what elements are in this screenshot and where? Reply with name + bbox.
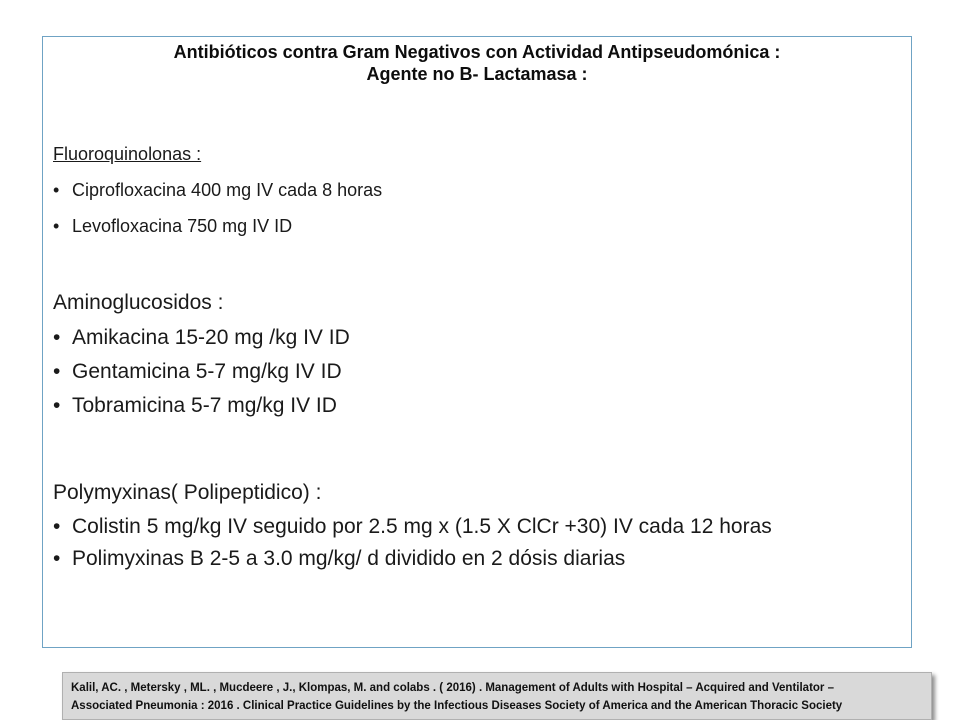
item-text: Tobramicina 5-7 mg/kg IV ID xyxy=(72,394,337,417)
list-item xyxy=(53,393,903,419)
item-text: Polimyxinas B 2-5 a 3.0 mg/kg/ d dividido en 2 dósis diarias xyxy=(72,547,626,570)
reference-citation xyxy=(71,679,921,715)
bullet-icon: • xyxy=(53,180,60,200)
bullet-icon: • xyxy=(53,547,61,570)
fluoroquinolonas-heading: Fluoroquinolonas : xyxy=(53,144,202,164)
item-text: Levofloxacina 750 mg IV ID xyxy=(72,216,293,236)
polymyxinas-heading: Polymyxinas( Polipeptidico) : xyxy=(53,481,322,504)
fluoroquinolonas-section xyxy=(53,142,893,238)
title-line-2: Agente no B- Lactamasa : xyxy=(366,64,588,84)
polymyxinas-section xyxy=(53,479,903,571)
slide-title xyxy=(43,41,911,85)
list-item xyxy=(53,547,903,571)
list-item xyxy=(53,214,893,238)
bullet-icon: • xyxy=(53,394,61,417)
list-item xyxy=(53,515,903,539)
aminoglucosidos-heading: Aminoglucosidos : xyxy=(53,291,224,314)
item-text: Amikacina 15-20 mg /kg IV ID xyxy=(72,326,350,349)
aminoglucosidos-section xyxy=(53,289,903,419)
bullet-icon: • xyxy=(53,515,61,538)
reference-line-1: Kalil, AC. , Metersky , ML. , Mucdeere , J., Klompas, M. and colabs . ( 2016) . Management of Adults with Hospital – Acquired and Ventilator – xyxy=(71,682,834,694)
list-item xyxy=(53,325,903,351)
list-item xyxy=(53,359,903,385)
reference-line-2: Associated Pneumonia : 2016 . Clinical Practice Guidelines by the Infectious Diseases Society of America and the American Thoracic Society xyxy=(71,700,843,712)
item-text: Ciprofloxacina 400 mg IV cada 8 horas xyxy=(72,180,383,200)
list-item xyxy=(53,178,893,202)
item-text: Gentamicina 5-7 mg/kg IV ID xyxy=(72,360,342,383)
bullet-icon: • xyxy=(53,360,61,383)
slide-content-box xyxy=(42,36,912,648)
reference-box xyxy=(62,672,932,720)
bullet-icon: • xyxy=(53,326,61,349)
title-line-1: Antibióticos contra Gram Negativos con Actividad Antipseudomónica : xyxy=(173,42,781,62)
item-text: Colistin 5 mg/kg IV seguido por 2.5 mg x (1.5 X ClCr +30) IV cada 12 horas xyxy=(72,515,772,538)
bullet-icon: • xyxy=(53,216,60,236)
